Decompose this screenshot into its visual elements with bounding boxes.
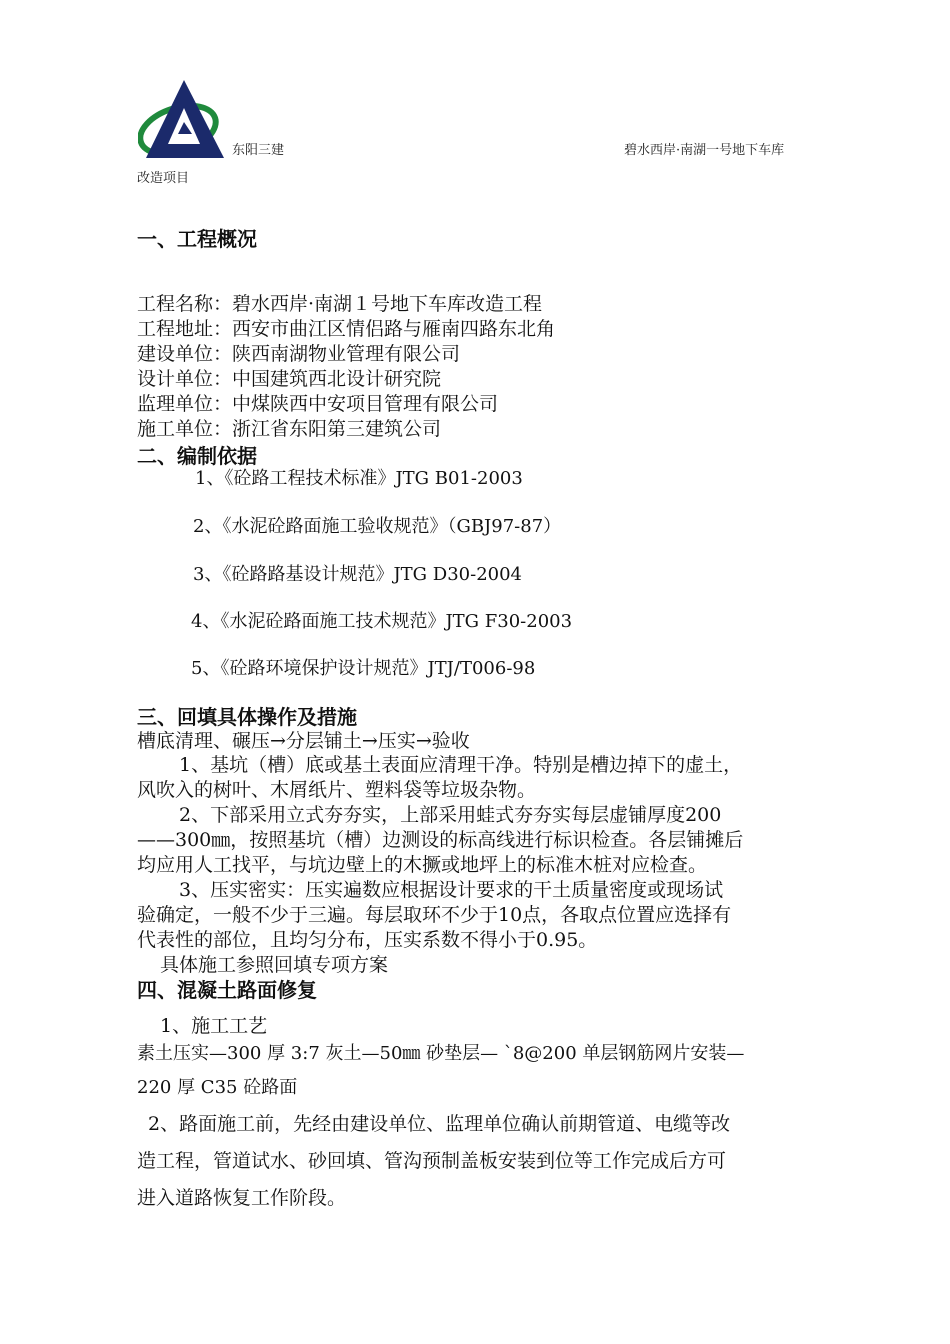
info-line: 工程名称：碧水西岸·南湖１号地下车库改造工程 [137,293,543,315]
info-line: 设计单位：中国建筑西北设计研究院 [137,368,442,390]
paragraph-line: 1、基坑（槽）底或基土表面应清理干净。特别是槽边掉下的虚土， [179,754,743,776]
info-line: 施工单位：浙江省东阳第三建筑公司 [137,418,442,440]
paragraph-line: 3、压实密实：压实遍数应根据设计要求的干土质量密度或现场试 [179,879,724,901]
section2-title: 二、编制依据 [137,444,257,468]
reference-item: 4、《水泥砼路面施工技术规范》JTG F30-2003 [191,611,573,632]
header-company: 东阳三建 [232,143,285,158]
process-line: 素土压实—300 厚 3:7 灰土—50㎜ 砂垫层— `8@200 单层钢筋网片安装— [137,1043,745,1064]
paragraph-line: 风吹入的树叶、木屑纸片、塑料袋等垃圾杂物。 [137,779,537,801]
reference-item: 2、《水泥砼路面施工验收规范》（GBJ97-87） [193,516,562,537]
subheading: 1、施工工艺 [160,1015,268,1037]
paragraph-line: 验确定，一般不少于三遍。每层取环不少于10点，各取点位置应选择有 [137,904,732,926]
paragraph-line: 代表性的部位，且均匀分布，压实系数不得小于0.95。 [137,929,598,951]
paragraph-line: ——300㎜，按照基坑（槽）边测设的标高线进行标识检查。各层铺摊后 [137,829,744,851]
info-line: 建设单位：陕西南湖物业管理有限公司 [137,343,461,365]
reference-item: 3、《砼路路基设计规范》JTG D30-2004 [193,564,522,585]
paragraph-line: 进入道路恢复工作阶段。 [137,1187,347,1209]
section1-title: 一、工程概况 [137,227,257,251]
section4-title: 四、混凝土路面修复 [137,978,317,1002]
paragraph-line: 造工程，管道试水、砂回填、管沟预制盖板安装到位等工作完成后方可 [137,1150,727,1172]
paragraph-line: 2、路面施工前，先经由建设单位、监理单位确认前期管道、电缆等改 [148,1113,731,1135]
info-line: 工程地址：西安市曲江区情侣路与雁南四路东北角 [137,318,556,340]
paragraph-line: 均应用人工找平，与坑边壁上的木撅或地坪上的标准木桩对应检查。 [137,854,708,876]
section3-title: 三、回填具体操作及措施 [137,705,357,729]
process-flow: 槽底清理、碾压→分层铺土→压实→验收 [137,730,470,752]
paragraph-line: 具体施工参照回填专项方案 [160,954,389,976]
paragraph-line: 2、下部采用立式夯夯实，上部采用蛙式夯夯实每层虚铺厚度200 [179,804,722,826]
reference-item: 1、《砼路工程技术标准》JTG B01-2003 [195,468,523,489]
process-line: 220 厚 C35 砼路面 [137,1077,298,1098]
company-logo [138,78,224,162]
reference-item: 5、《砼路环境保护设计规范》JTJ/T006-98 [191,658,536,679]
header-project: 碧水西岸·南湖一号地下车库 [624,143,785,158]
header-project-cont: 改造项目 [137,171,190,186]
info-line: 监理单位：中煤陕西中安项目管理有限公司 [137,393,499,415]
